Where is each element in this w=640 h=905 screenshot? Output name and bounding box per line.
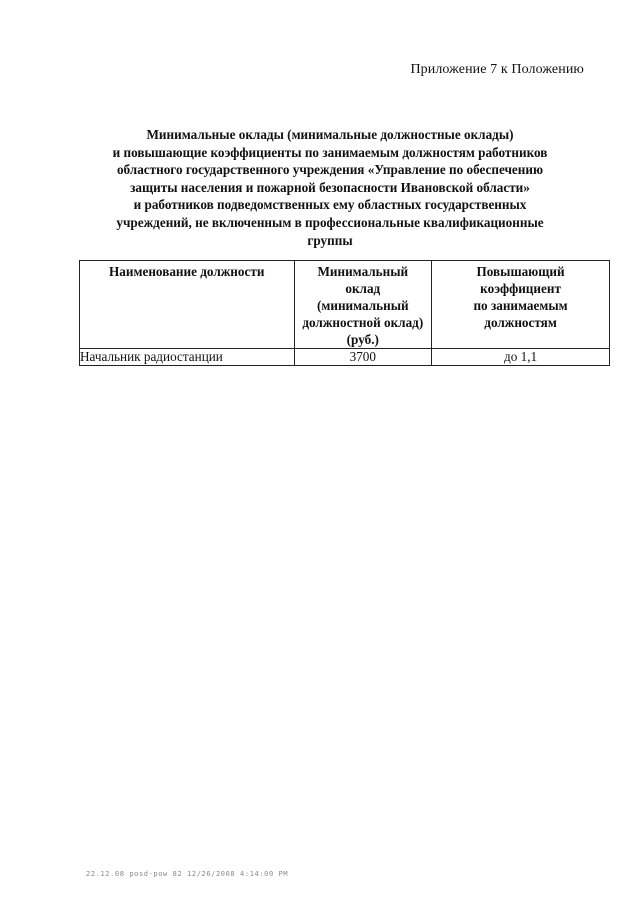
- header-min-salary: Минимальный оклад (минимальный должностной оклад) (руб.): [294, 261, 432, 349]
- title-line: областного государственного учреждения «Управление по обеспечению: [116, 162, 544, 178]
- cell-position-name: Начальник радиостанции: [80, 349, 295, 366]
- salary-table: [79, 260, 610, 366]
- cell-min-salary: 3700: [294, 349, 432, 366]
- print-footer: 22.12.08 posd-pow 82 12/26/2008 4:14:00 PM: [86, 870, 289, 878]
- table-header-row: [80, 261, 610, 349]
- cell-coefficient: до 1,1: [432, 349, 610, 366]
- header-coefficient: Повышающий коэффициент по занимаемым должностям: [432, 261, 610, 349]
- title-line: и работников подведомственных ему областных государственных: [133, 197, 527, 213]
- table-row: [80, 349, 610, 366]
- title-line: и повышающие коэффициенты по занимаемым должностям работников: [112, 144, 548, 160]
- header-position-name: Наименование должности: [80, 261, 295, 349]
- title-line: группы: [307, 232, 353, 248]
- title-line: учреждений, не включенным в профессиональные квалификационные: [116, 214, 544, 230]
- document-title: [70, 126, 590, 249]
- appendix-label: Приложение 7 к Положению: [410, 62, 584, 77]
- title-line: защиты населения и пожарной безопасности Ивановской области»: [130, 179, 530, 195]
- title-line: Минимальные оклады (минимальные должностные оклады): [146, 127, 514, 142]
